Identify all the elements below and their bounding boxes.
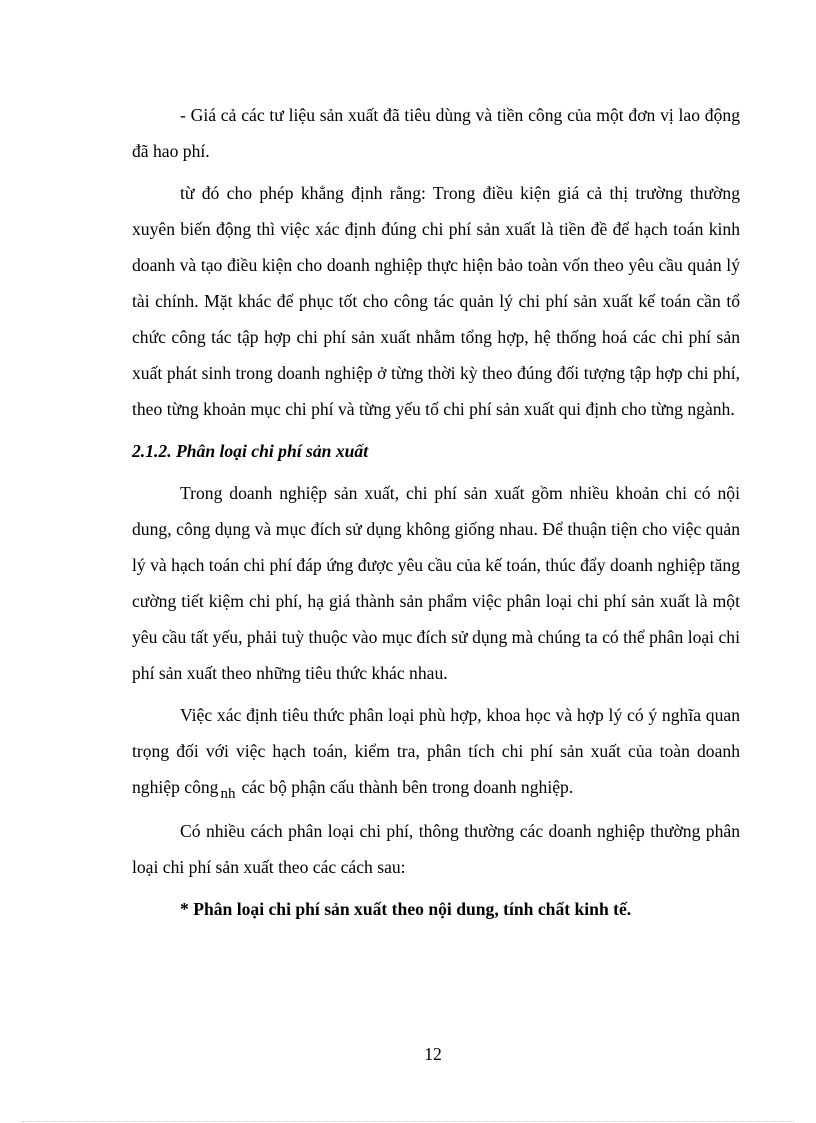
paragraph-classification-intro: Trong doanh nghiệp sản xuất, chi phí sản xuất gồm nhiều khoản chi có nội dung, công dụng và mục đích sử dụng không giống nhau. Để thuận tiện cho việc quản lý và hạch toán chi phí đáp ứng được yêu cầu của kế toán, thúc đẩy doanh nghiệp tăng cường tiết kiệm chi phí, hạ giá thành sản phẩm việc phân loại chi phí sản xuất là một yêu cầu tất yếu, phải tuỳ thuộc vào mục đích sử dụng mà chúng ta có thể phân loại chi phí sản xuất theo những tiêu thức khác nhau.	[132, 483, 740, 683]
paragraph-criteria-text-1: Việc xác định tiêu thức phân loại phù hợp, khoa học và hợp lý có ý nghĩa quan trọng đối với việc hạch toán, kiểm tra, phân tích chi phí sản xuất của toàn doanh nghiệp công	[132, 705, 740, 797]
page-body	[132, 97, 740, 927]
page-number: 12	[424, 1044, 442, 1064]
page-bottom-divider	[22, 1121, 794, 1122]
paragraph-cost-determination: từ đó cho phép khẳng định rằng: Trong điều kiện giá cả thị trường thường xuyên biến động thì việc xác định đúng chi phí sản xuất là tiền đề để hạch toán kinh doanh và tạo điều kiện cho doanh nghiệp thực hiện bảo toàn vốn theo yêu cầu quản lý tài chính. Mặt khác để phục tốt cho công tác quản lý chi phí sản xuất kế toán cần tổ chức công tác tập hợp chi phí sản xuất nhằm tổng hợp, hệ thống hoá các chi phí sản xuất phát sinh trong doanh nghiệp ở từng thời kỳ theo đúng đối tượng tập hợp chi phí, theo từng khoản mục chi phí và từng yếu tố chi phí sản xuất qui định cho từng ngành.	[132, 183, 740, 419]
bold-subheading: * Phân loại chi phí sản xuất theo nội dung, tính chất kinh tế.	[180, 899, 632, 919]
paragraph-criteria-text-2: các bộ phận cấu thành bên trong doanh nghiệp.	[241, 777, 574, 797]
paragraph-price-of-inputs: - Giá cả các tư liệu sản xuất đã tiêu dùng và tiền công của một đơn vị lao động đã hao phí.	[132, 105, 740, 161]
paragraph-criteria	[132, 697, 740, 807]
paragraph-methods: Có nhiều cách phân loại chi phí, thông thường các doanh nghiệp thường phân loại chi phí sản xuất theo các cách sau:	[132, 821, 740, 877]
section-heading: 2.1.2. Phân loại chi phí sản xuất	[132, 441, 369, 461]
paragraph-criteria-subscript: nh	[220, 786, 236, 802]
